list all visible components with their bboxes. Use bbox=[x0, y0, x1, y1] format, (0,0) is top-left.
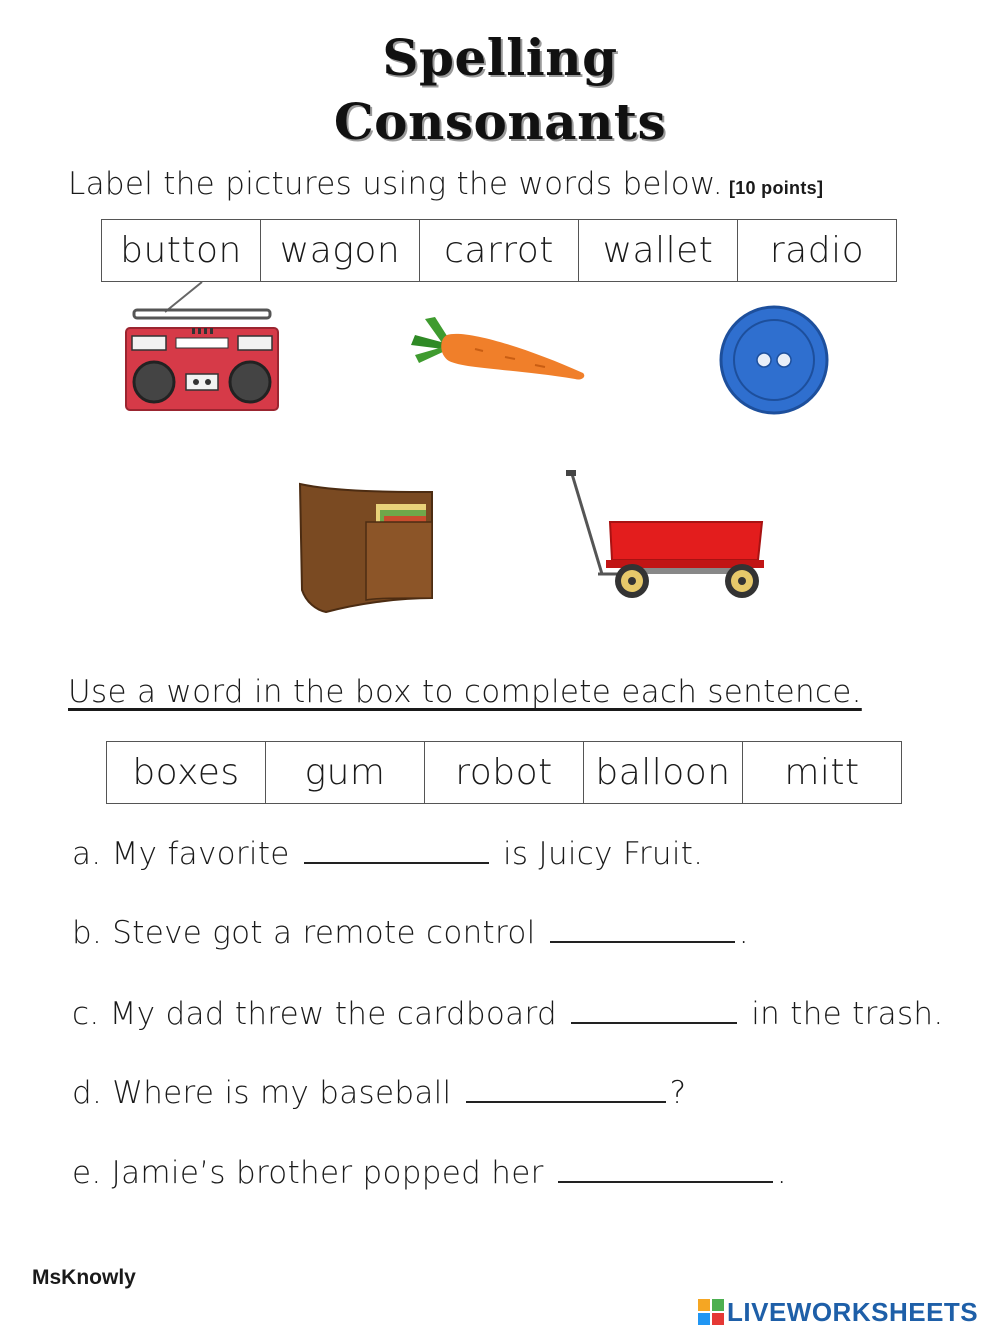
button-picture[interactable] bbox=[716, 304, 834, 416]
word-bank-2-item: boxes bbox=[107, 742, 266, 803]
answer-blank[interactable] bbox=[550, 913, 735, 943]
wallet-picture[interactable] bbox=[296, 478, 438, 618]
sentence-text: ? bbox=[669, 1075, 687, 1111]
sentence-text: is Juicy Fruit. bbox=[502, 836, 704, 872]
answer-blank[interactable] bbox=[571, 994, 737, 1024]
answer-blank[interactable] bbox=[466, 1073, 666, 1103]
liveworksheets-logo-icon bbox=[698, 1299, 724, 1325]
brand-logo[interactable] bbox=[698, 1295, 978, 1329]
sentence-text: . bbox=[738, 915, 749, 951]
word-bank-2-item: gum bbox=[266, 742, 425, 803]
sentence-text: c. My dad threw the cardboard bbox=[72, 996, 557, 1032]
sentence-text: e. Jamie’s brother popped her bbox=[72, 1155, 544, 1191]
word-bank-1-item: wagon bbox=[261, 220, 420, 281]
carrot-picture[interactable] bbox=[405, 305, 590, 390]
word-bank-1-item: button bbox=[102, 220, 261, 281]
answer-blank[interactable] bbox=[558, 1153, 773, 1183]
answer-blank[interactable] bbox=[304, 834, 489, 864]
word-bank-2-item: balloon bbox=[584, 742, 743, 803]
word-bank-2-item: mitt bbox=[784, 752, 860, 793]
word-bank-1-item: wallet bbox=[579, 220, 738, 281]
sentence-d bbox=[72, 1073, 686, 1111]
part2-instruction: Use a word in the box to complete each sentence. bbox=[68, 674, 862, 710]
points-label: [10 points] bbox=[728, 178, 824, 198]
brand-name: LIVEWORKSHEETS bbox=[727, 1296, 979, 1327]
sentence-text: d. Where is my baseball bbox=[72, 1075, 452, 1111]
sentence-text: in the trash. bbox=[751, 996, 944, 1032]
word-bank-1-item: radio bbox=[769, 230, 865, 271]
page-subtitle: Consonants bbox=[333, 92, 667, 151]
page-title: Spelling bbox=[382, 28, 618, 87]
part1-instruction bbox=[68, 166, 823, 202]
sentence-e bbox=[72, 1153, 787, 1191]
word-bank-2 bbox=[106, 741, 902, 804]
wagon-picture[interactable] bbox=[562, 468, 767, 608]
radio-picture[interactable] bbox=[120, 280, 285, 415]
word-bank-1 bbox=[101, 219, 897, 282]
sentence-a bbox=[72, 834, 703, 872]
sentence-text: . bbox=[776, 1155, 787, 1191]
sentence-c bbox=[72, 994, 944, 1032]
sentence-text: b. Steve got a remote control bbox=[72, 915, 536, 951]
word-bank-2-item: robot bbox=[425, 742, 584, 803]
part1-instruction-text: Label the pictures using the words below. bbox=[68, 166, 723, 202]
sentence-b bbox=[72, 913, 749, 951]
sentence-text: a. My favorite bbox=[72, 836, 290, 872]
word-bank-1-item: carrot bbox=[420, 220, 579, 281]
author-credit: MsKnowly bbox=[32, 1266, 136, 1289]
